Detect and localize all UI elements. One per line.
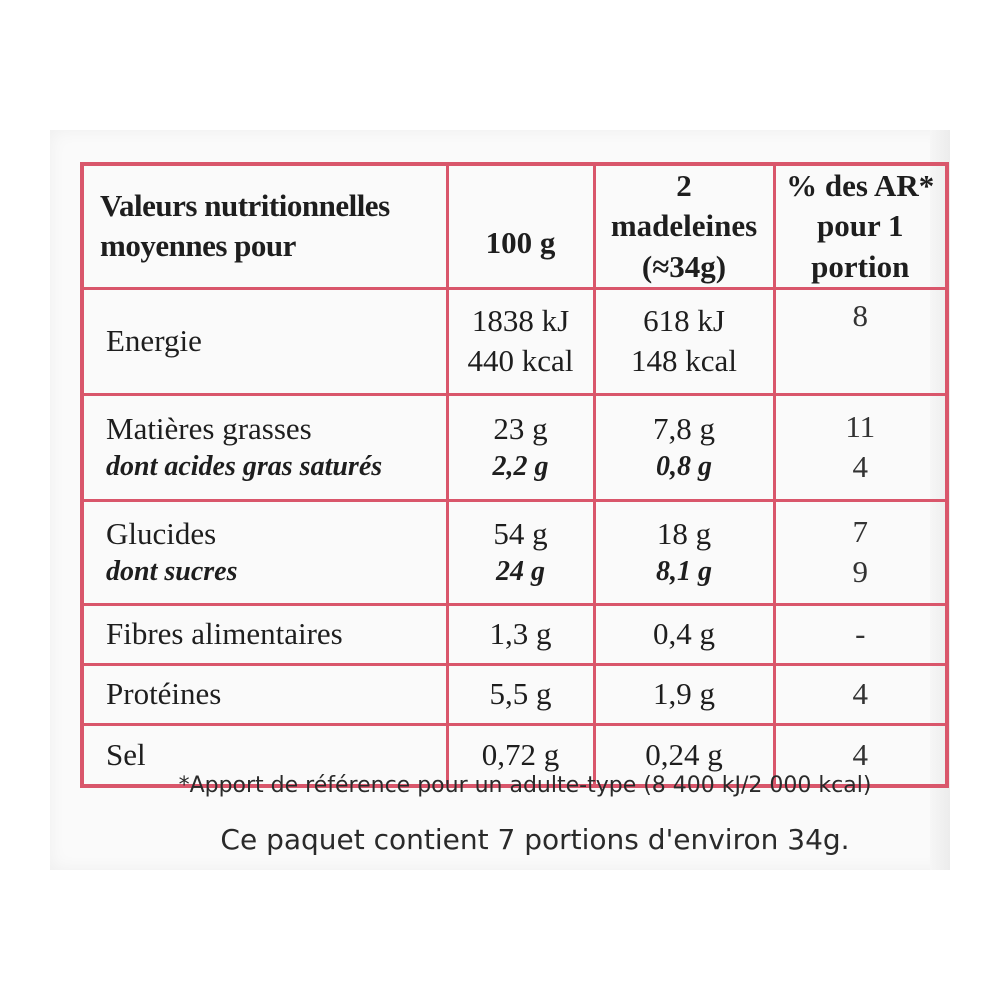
energy-kj-100g: 1838 kJ [471,303,570,339]
protein-label: Protéines [106,676,222,712]
portion-value-cell [594,664,774,724]
per100-value-cell [447,604,594,664]
fat-portion: 7,8 g [653,411,715,447]
carbs-ar: 7 [852,514,868,550]
fat-label: Matières grasses [106,411,312,447]
protein-ar: 4 [852,676,868,712]
ar-value-cell [774,664,947,724]
row-label [82,604,447,664]
energy-kj-portion: 618 kJ [643,303,725,339]
sugars-100g: 24 g [496,556,545,588]
protein-portion: 1,9 g [653,676,715,712]
header-ar-line1: % des AR* [786,168,935,203]
salt-portion: 0,24 g [645,736,723,772]
header-per100: 100 g [485,225,556,261]
nutrition-table [80,162,949,788]
fibre-100g: 1,3 g [489,616,552,652]
reference-intake-footnote: *Apport de référence pour un adulte-type (8 400 kJ/2 000 kcal) [178,773,872,798]
fat-100g: 23 g [493,411,548,447]
table-row [82,500,947,604]
energy-kcal-100g: 440 kcal [467,343,574,379]
portions-note: Ce paquet contient 7 portions d'environ 34g. [220,823,850,856]
header-portion-line2: (≈34g) [641,248,727,284]
ar-value-cell [774,604,947,664]
table-row [82,394,947,500]
carbs-label: Glucides [106,516,217,552]
header-portion-line1: 2 madeleines [610,168,758,244]
salt-100g: 0,72 g [481,736,560,772]
header-ar-cell [774,164,947,288]
ar-value-cell [774,500,947,604]
saturated-fat-ar: 4 [852,449,868,485]
header-per100-cell [447,164,594,288]
header-label-line1: Valeurs nutritionnelles [100,188,390,224]
salt-ar: 4 [852,736,868,772]
energy-kcal-portion: 148 kcal [631,343,737,379]
header-ar-line2: pour 1 portion [811,208,910,284]
header-label-cell [82,164,447,288]
row-label [82,500,447,604]
energy-label: Energie [106,323,202,359]
per100-value-cell [447,500,594,604]
table-row [82,288,947,394]
header-label-line2: moyennes pour [100,228,296,264]
portion-value-cell [594,604,774,664]
portion-value-cell [594,500,774,604]
energy-ar: 8 [852,297,868,333]
sugars-label: dont sucres [106,556,238,588]
saturated-fat-100g: 2,2 g [492,451,549,483]
saturated-fat-label: dont acides gras saturés [106,451,383,483]
per100-value-cell [447,394,594,500]
ar-value-cell [774,394,947,500]
fibre-label: Fibres alimentaires [106,616,343,652]
sugars-ar: 9 [852,554,868,590]
fat-ar: 11 [845,409,876,445]
saturated-fat-portion: 0,8 g [656,451,712,483]
table-row [82,664,947,724]
carbs-100g: 54 g [493,516,548,552]
table-header-row [82,164,947,288]
fibre-portion: 0,4 g [653,616,715,652]
table-row [82,604,947,664]
per100-value-cell [447,288,594,394]
row-label [82,394,447,500]
salt-label: Sel [106,736,146,772]
header-portion-cell [594,164,774,288]
portion-value-cell [594,394,774,500]
fibre-ar: - [855,616,866,652]
protein-100g: 5,5 g [489,676,552,712]
ar-value-cell [774,288,947,394]
sugars-portion: 8,1 g [656,556,712,588]
row-label [82,664,447,724]
per100-value-cell [447,664,594,724]
portion-value-cell [594,288,774,394]
carbs-portion: 18 g [656,516,712,552]
row-label [82,288,447,394]
